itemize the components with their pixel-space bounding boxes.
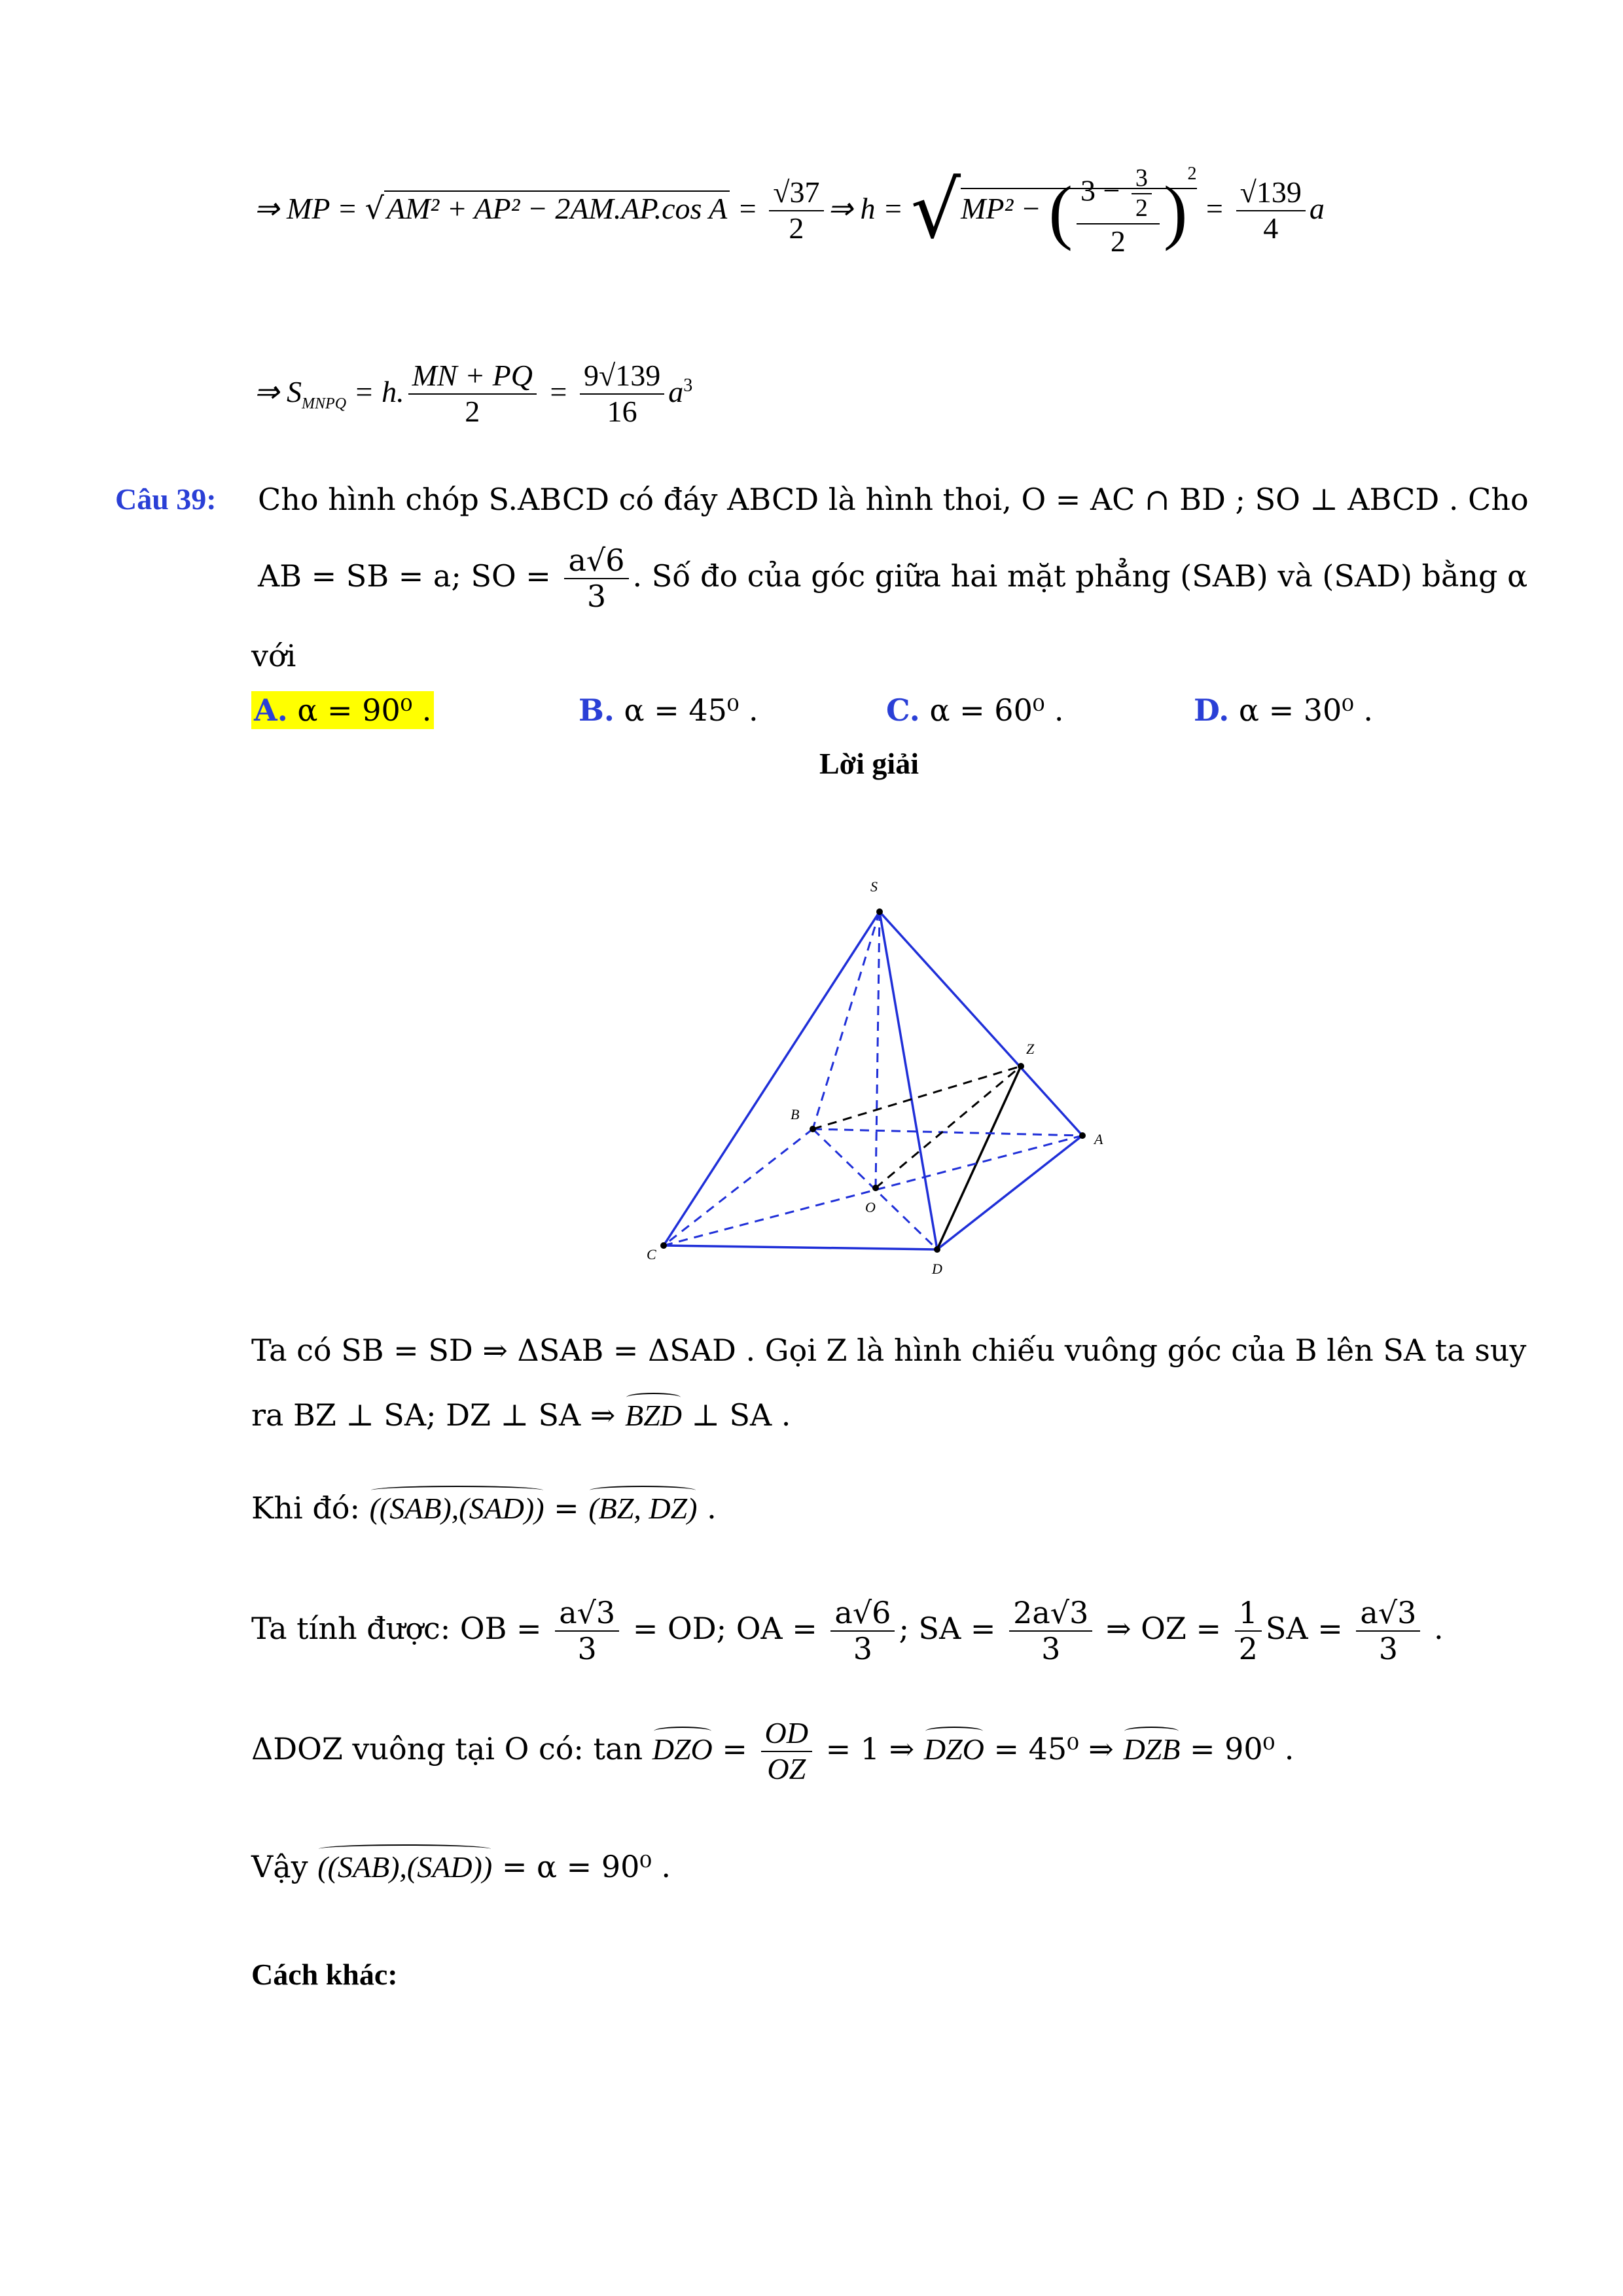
label-a: A (1094, 1131, 1103, 1147)
intro-l2-eq2: = (540, 374, 576, 408)
label-d: D (932, 1261, 942, 1277)
intro-l2-tail: a (668, 374, 684, 408)
h-mp-term: MP² − (961, 192, 1049, 225)
solution-p1b (251, 1393, 791, 1433)
p3-mid1: = OD; OA = (623, 1610, 827, 1646)
left-paren: ( (1048, 171, 1073, 251)
p1b-prefix: ra BZ ⊥ SA; DZ ⊥ SA ⇒ (251, 1397, 626, 1433)
inner-num-a: 3 − (1080, 173, 1128, 207)
p1b-suffix: ⊥ SA . (681, 1397, 791, 1433)
edge-dz (937, 1066, 1021, 1249)
p4-arc1: DZO (652, 1727, 713, 1767)
intro-l2-eq: = h. (346, 374, 404, 408)
point-s (876, 908, 883, 915)
edge-sb (813, 912, 880, 1129)
intro-l1-arrow: ⇒ h = (827, 192, 911, 225)
question-label: Câu 39: (115, 482, 217, 516)
option-b-label: B. (579, 692, 615, 728)
small-frac-num: 3 (1132, 164, 1152, 194)
p3-f3-den: 3 (1041, 1630, 1061, 1666)
p4-arc2: DZO (924, 1727, 984, 1767)
label-s: S (870, 878, 878, 895)
p3-suffix: . (1424, 1610, 1444, 1646)
frac2-num: √139 (1236, 175, 1306, 211)
edge-ca (664, 1136, 1082, 1246)
option-c-label: C. (886, 692, 920, 728)
p3-f1-den: 3 (577, 1630, 597, 1666)
edge-sc (664, 912, 880, 1246)
question-text-2a: AB = SB = a; SO = (258, 558, 561, 594)
edge-cd (664, 1246, 937, 1249)
p3-frac2 (830, 1596, 895, 1666)
p2-arc2: (BZ, DZ) (588, 1486, 697, 1526)
p3-prefix: Ta tính được: OB = (251, 1610, 552, 1646)
intro-l1-prefix: ⇒ MP = (254, 192, 365, 225)
p3-f3-num: 2a√3 (1009, 1596, 1092, 1632)
p4-mid: = 1 ⇒ (816, 1731, 924, 1767)
alt-method-heading: Cách khác: (251, 1958, 398, 1991)
p3-frac5 (1356, 1596, 1420, 1666)
p3-f5-den: 3 (1378, 1630, 1399, 1666)
p2-mid: = (544, 1490, 589, 1526)
point-c (660, 1242, 667, 1249)
intro-l2-tail-sup: 3 (683, 375, 693, 396)
label-o: O (865, 1199, 876, 1215)
frac-mn-pq-num: MN + PQ (408, 359, 537, 395)
solution-p1a: Ta có SB = SD ⇒ ΔSAB = ΔSAD . Gọi Z là hình chiếu vuông góc của B lên SA ta suy (251, 1333, 1527, 1368)
label-b: B (791, 1106, 800, 1122)
q-frac-num: a√6 (564, 543, 628, 579)
p4-f-den: OZ (767, 1751, 806, 1785)
p3-f4-den: 2 (1238, 1630, 1258, 1666)
p3-frac3 (1009, 1596, 1092, 1666)
intro-l1-eq1: = (730, 192, 766, 225)
p4-f-num: OD (761, 1716, 812, 1752)
option-d-label: D. (1194, 692, 1230, 728)
frac-mn-pq-den: 2 (465, 394, 480, 428)
edge-so (876, 912, 880, 1188)
p4-eq: = (712, 1731, 757, 1767)
p4-suffix: = 90⁰ . (1180, 1731, 1294, 1767)
edge-ba (813, 1129, 1082, 1136)
inner-frac-den: 2 (1110, 224, 1126, 258)
sqrt-mp: √AM² + AP² − 2AM.AP.cos A (365, 190, 730, 226)
p5-suffix: = α = 90⁰ . (492, 1849, 671, 1884)
option-d-text: α = 30⁰ . (1238, 692, 1373, 728)
power-2: 2 (1187, 164, 1197, 184)
solution-p5 (251, 1844, 671, 1884)
p3-f1-num: a√3 (555, 1596, 619, 1632)
intro-l1-tail: a (1309, 192, 1325, 225)
point-a (1079, 1132, 1086, 1139)
frac-9sqrt139-den: 16 (607, 394, 637, 428)
frac-den: 2 (789, 211, 804, 245)
question-text-3: với (251, 638, 296, 673)
label-c: C (647, 1246, 656, 1263)
intro-l1-eq2: = (1196, 192, 1232, 225)
point-b (810, 1126, 816, 1132)
option-a-label: A. (254, 692, 288, 728)
point-o (872, 1185, 879, 1191)
p4-prefix: ΔDOZ vuông tại O có: tan (251, 1731, 652, 1767)
edge-sa (880, 912, 1082, 1136)
small-frac-den: 2 (1135, 194, 1148, 222)
p1b-arc: BZD (625, 1393, 682, 1433)
solution-p2 (251, 1486, 717, 1526)
q-frac-den: 3 (586, 578, 607, 614)
p3-frac4 (1235, 1596, 1262, 1666)
edge-da (937, 1136, 1082, 1249)
p2-prefix: Khi đó: (251, 1490, 370, 1526)
p4-arc3: DZB (1123, 1727, 1180, 1767)
big-sqrt-sign: √ (910, 165, 961, 257)
p3-mid4: SA = (1265, 1610, 1353, 1646)
p2-arc1: ((SAB),(SAD)) (370, 1486, 544, 1526)
p3-f2-den: 3 (853, 1630, 873, 1666)
p4-mid2: = 45⁰ ⇒ (984, 1731, 1124, 1767)
right-paren: ) (1163, 171, 1188, 251)
solution-p4 (251, 1716, 1294, 1787)
sqrt-mp-radicand: AM² + AP² − 2AM.AP.cos A (384, 190, 730, 225)
edge-sd (880, 912, 937, 1249)
p5-prefix: Vậy (251, 1849, 318, 1884)
frac2-den: 4 (1263, 211, 1279, 245)
p3-frac1 (555, 1596, 619, 1666)
solution-heading: Lời giải (819, 747, 919, 780)
p3-f2-num: a√6 (830, 1596, 895, 1632)
intro-l2-prefix: ⇒ S (254, 374, 302, 408)
option-b-text: α = 45⁰ . (624, 692, 758, 728)
p3-mid2: ; SA = (899, 1610, 1006, 1646)
point-z (1018, 1063, 1024, 1069)
frac-9sqrt139-num: 9√139 (580, 359, 664, 395)
p2-suffix: . (697, 1490, 717, 1526)
option-a-text: α = 90⁰ . (297, 692, 432, 728)
option-c-text: α = 60⁰ . (929, 692, 1064, 728)
question-text-2b: . Số đo của góc giữa hai mặt phẳng (SAB) và (SAD) bằng α (632, 558, 1528, 594)
edge-bc (664, 1129, 813, 1246)
p3-mid3: ⇒ OZ = (1096, 1610, 1231, 1646)
p5-arc: ((SAB),(SAD)) (317, 1844, 492, 1884)
p3-f4-num: 1 (1235, 1596, 1262, 1632)
edge-oz (876, 1066, 1021, 1188)
p3-f5-num: a√3 (1356, 1596, 1420, 1632)
intro-l2-sub: MNPQ (302, 395, 347, 413)
label-z: Z (1026, 1041, 1035, 1057)
edge-bz (813, 1066, 1021, 1129)
p4-frac (761, 1716, 812, 1787)
solution-p3 (251, 1596, 1444, 1666)
question-text-1: Cho hình chóp S.ABCD có đáy ABCD là hình thoi, O = AC ∩ BD ; SO ⊥ ABCD . Cho (258, 482, 1529, 517)
frac-num: √37 (769, 175, 823, 211)
point-d (934, 1246, 940, 1253)
